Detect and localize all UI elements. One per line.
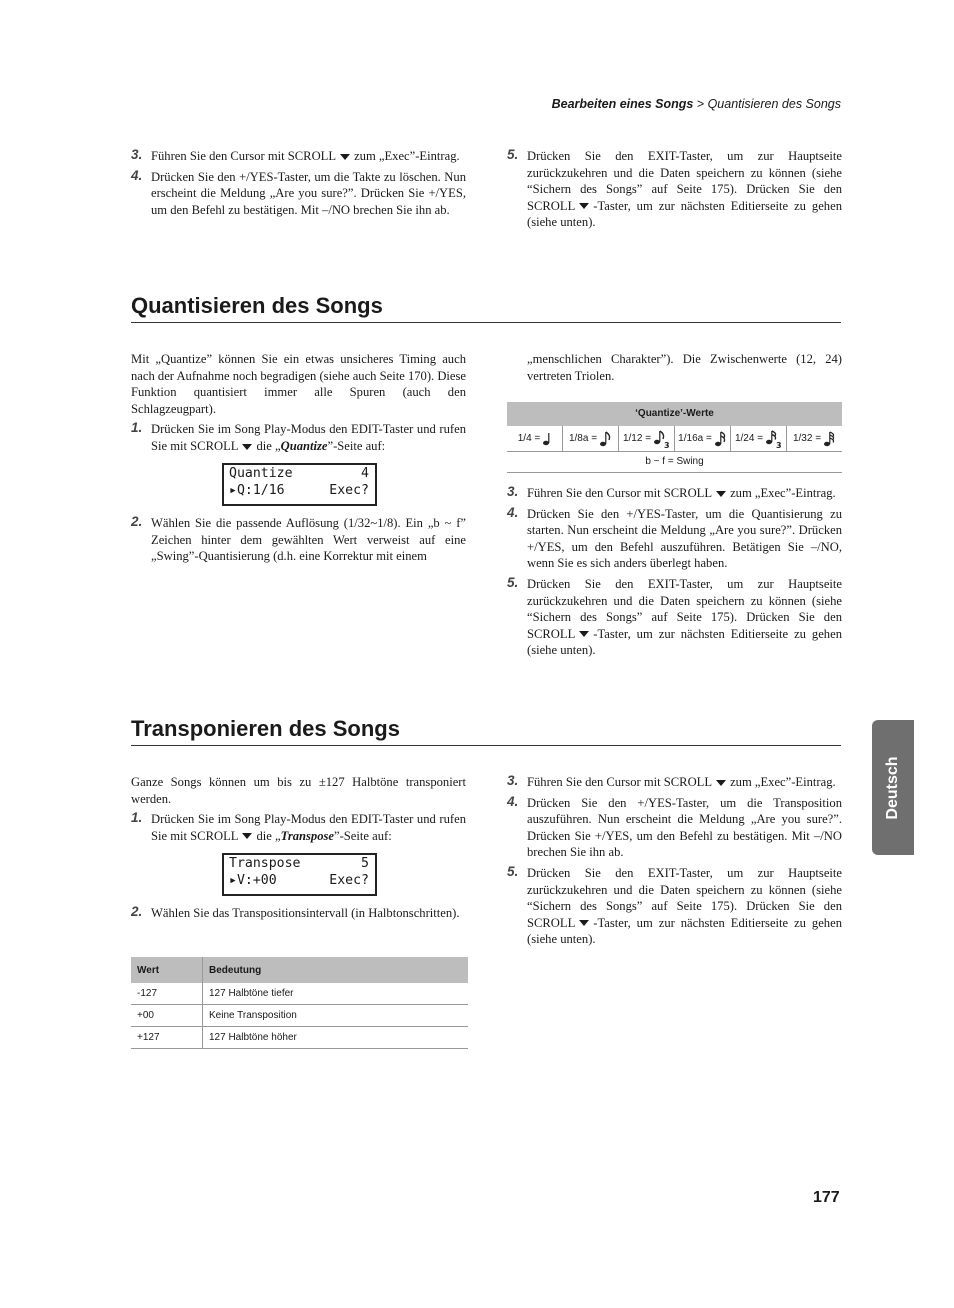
svg-text:3: 3 [776,440,782,448]
table-cell: 1/4 = [507,426,563,451]
top-right-column [507,148,842,235]
section-title-transpose: Transponieren des Songs [131,716,841,746]
transpose-step-3: 3. Führen Sie den Cursor mit SCROLL zum „Exec”-Eintrag. [507,773,836,789]
transpose-left-column [131,774,466,848]
step-5: 5. Drücken Sie den EXIT-Taster, um zur Hauptseite zurückzukehren und die Daten speichern zu können (siehe “Sichern des Songs” auf Seite 175). Drücken Sie den SCROLL -Taster, um zur nächsten Editierseite zu gehen (siehe unten). [507,147,842,230]
transpose-step-1: 1. Drücken Sie im Song Play-Modus den EDIT-Taster und rufen Sie mit SCROLL die „Transpose”-Seite auf: [131,810,466,843]
scroll-down-arrow-icon [340,154,350,160]
table-row: +00 Keine Transposition [131,1005,468,1027]
transpose-values-table [131,957,468,1049]
table-row: +127 127 Halbtöne höher [131,1027,468,1049]
transpose-intro: Ganze Songs können um bis zu ±127 Halbtöne transponiert werden. [131,775,466,806]
eighth-note-icon [600,431,612,447]
quantize-intro: Mit „Quantize” können Sie ein etwas unsicheres Timing auch nach der Aufnahme noch begradigen (siehe auch Seite 170). Diese Funktion quantisiert immer alle Spuren (auch den Schlagzeugpart). [131,352,467,416]
quantize-left-column [131,351,466,459]
quarter-note-icon [543,432,551,446]
scroll-down-arrow-icon [716,491,726,497]
step-3: 3. Führen Sie den Cursor mit SCROLL zum „Exec”-Eintrag. [131,147,460,163]
quantize-continued-text: „menschlichen Charakter”). Die Zwischenwerte (12, 24) vertreten Triolen. [527,352,842,383]
scroll-down-arrow-icon [579,203,589,209]
scroll-down-arrow-icon [579,631,589,637]
running-head: Bearbeiten eines Songs > Quantisieren des Songs [551,97,841,111]
quantize-step-1: 1. Drücken Sie im Song Play-Modus den EDIT-Taster und rufen Sie mit SCROLL die „Quantize”-Seite auf: [131,420,466,453]
table-cell: 1/8a = [563,426,619,451]
transpose-lcd-display: Transpose 5 ▸V:+00 Exec? [222,853,377,896]
sixteenth-note-icon [715,431,727,447]
table-header: ‘Quantize’-Werte [507,402,842,426]
table-cell: 1/32 = [787,426,842,451]
transpose-step-4: 4. Drücken Sie den +/YES-Taster, um die Transposition auszuführen. Nun erscheint die Meldung „Are you sure?”. Drücken Sie +/YES, um den Befehl zu bestätigen. Mit –/NO brechen Sie ihn ab. [507,793,842,860]
scroll-down-arrow-icon [242,833,252,839]
scroll-down-arrow-icon [716,780,726,786]
scroll-down-arrow-icon [242,444,252,450]
table-cell: 1/16a = [675,426,731,451]
transpose-step-2: 2. Wählen Sie das Transpositionsintervall (in Halbtonschritten). [131,904,460,920]
running-head-chapter: Bearbeiten eines Songs [551,97,694,111]
quantize-step-3: 3. Führen Sie den Cursor mit SCROLL zum „Exec”-Eintrag. [507,484,836,500]
running-head-section: Quantisieren des Songs [707,97,841,111]
quantize-step-2-block [131,515,466,569]
svg-text:3: 3 [664,440,670,448]
scroll-down-arrow-icon [579,920,589,926]
top-left-column [131,148,466,222]
page-number: 177 [813,1189,840,1206]
language-side-tab: Deutsch [872,720,914,855]
quantize-step-2: 2. Wählen Sie die passende Auflösung (1/32~1/8). Ein „b ~ f” Zeichen hinter dem gewählten Wert verweist auf eine „Swing”-Quantisierung (d.h. eine Korrektur mit einem [131,514,466,564]
thirtysecond-note-icon [824,431,836,447]
sixteenth-triplet-icon [766,430,782,448]
table-cell: 1/12 = 3 [619,426,675,451]
section-title-quantize: Quantisieren des Songs [131,293,841,323]
table-footer: b ~ f = Swing [507,452,842,473]
transpose-step-2-block [131,905,466,926]
step-4: 4. Drücken Sie den +/YES-Taster, um die Takte zu löschen. Nun erscheint die Meldung „Are you sure?”. Drücken Sie +/YES, um den Befehl zu bestätigen. Mit –/NO brechen Sie ihn ab. [131,167,466,217]
quantize-values-table [507,402,842,473]
transpose-right-steps [507,774,842,952]
table-cell: 1/24 = 3 [731,426,787,451]
quantize-lcd-display: Quantize 4 ▸Q:1/16 Exec? [222,463,377,506]
quantize-step-4: 4. Drücken Sie den +/YES-Taster, um die Quantisierung zu starten. Nun erscheint die Meldung „Are you sure?”. Drücken +/YES, um den Befehl auszuführen. Betätigen Sie –/NO, wenn Sie es sich anders überlegt haben. [507,504,842,571]
quantize-right-steps [507,485,842,663]
table-header-bedeutung: Bedeutung [203,957,469,983]
table-header-wert: Wert [131,957,203,983]
quantize-step-5: 5. Drücken Sie den EXIT-Taster, um zur Hauptseite zurückzukehren und die Daten speichern zu können (siehe “Sichern des Songs” auf Seite 175). Drücken Sie den SCROLL -Taster, um zur nächsten Editierseite zu gehen (siehe unten). [507,574,842,658]
eighth-triplet-icon [654,430,670,448]
table-row: -127 127 Halbtöne tiefer [131,983,468,1005]
transpose-step-5: 5. Drücken Sie den EXIT-Taster, um zur Hauptseite zurückzukehren und die Daten speichern zu können (siehe “Sichern des Songs” auf Seite 175). Drücken Sie den SCROLL -Taster, um zur nächsten Editierseite zu gehen (siehe unten). [507,863,842,947]
